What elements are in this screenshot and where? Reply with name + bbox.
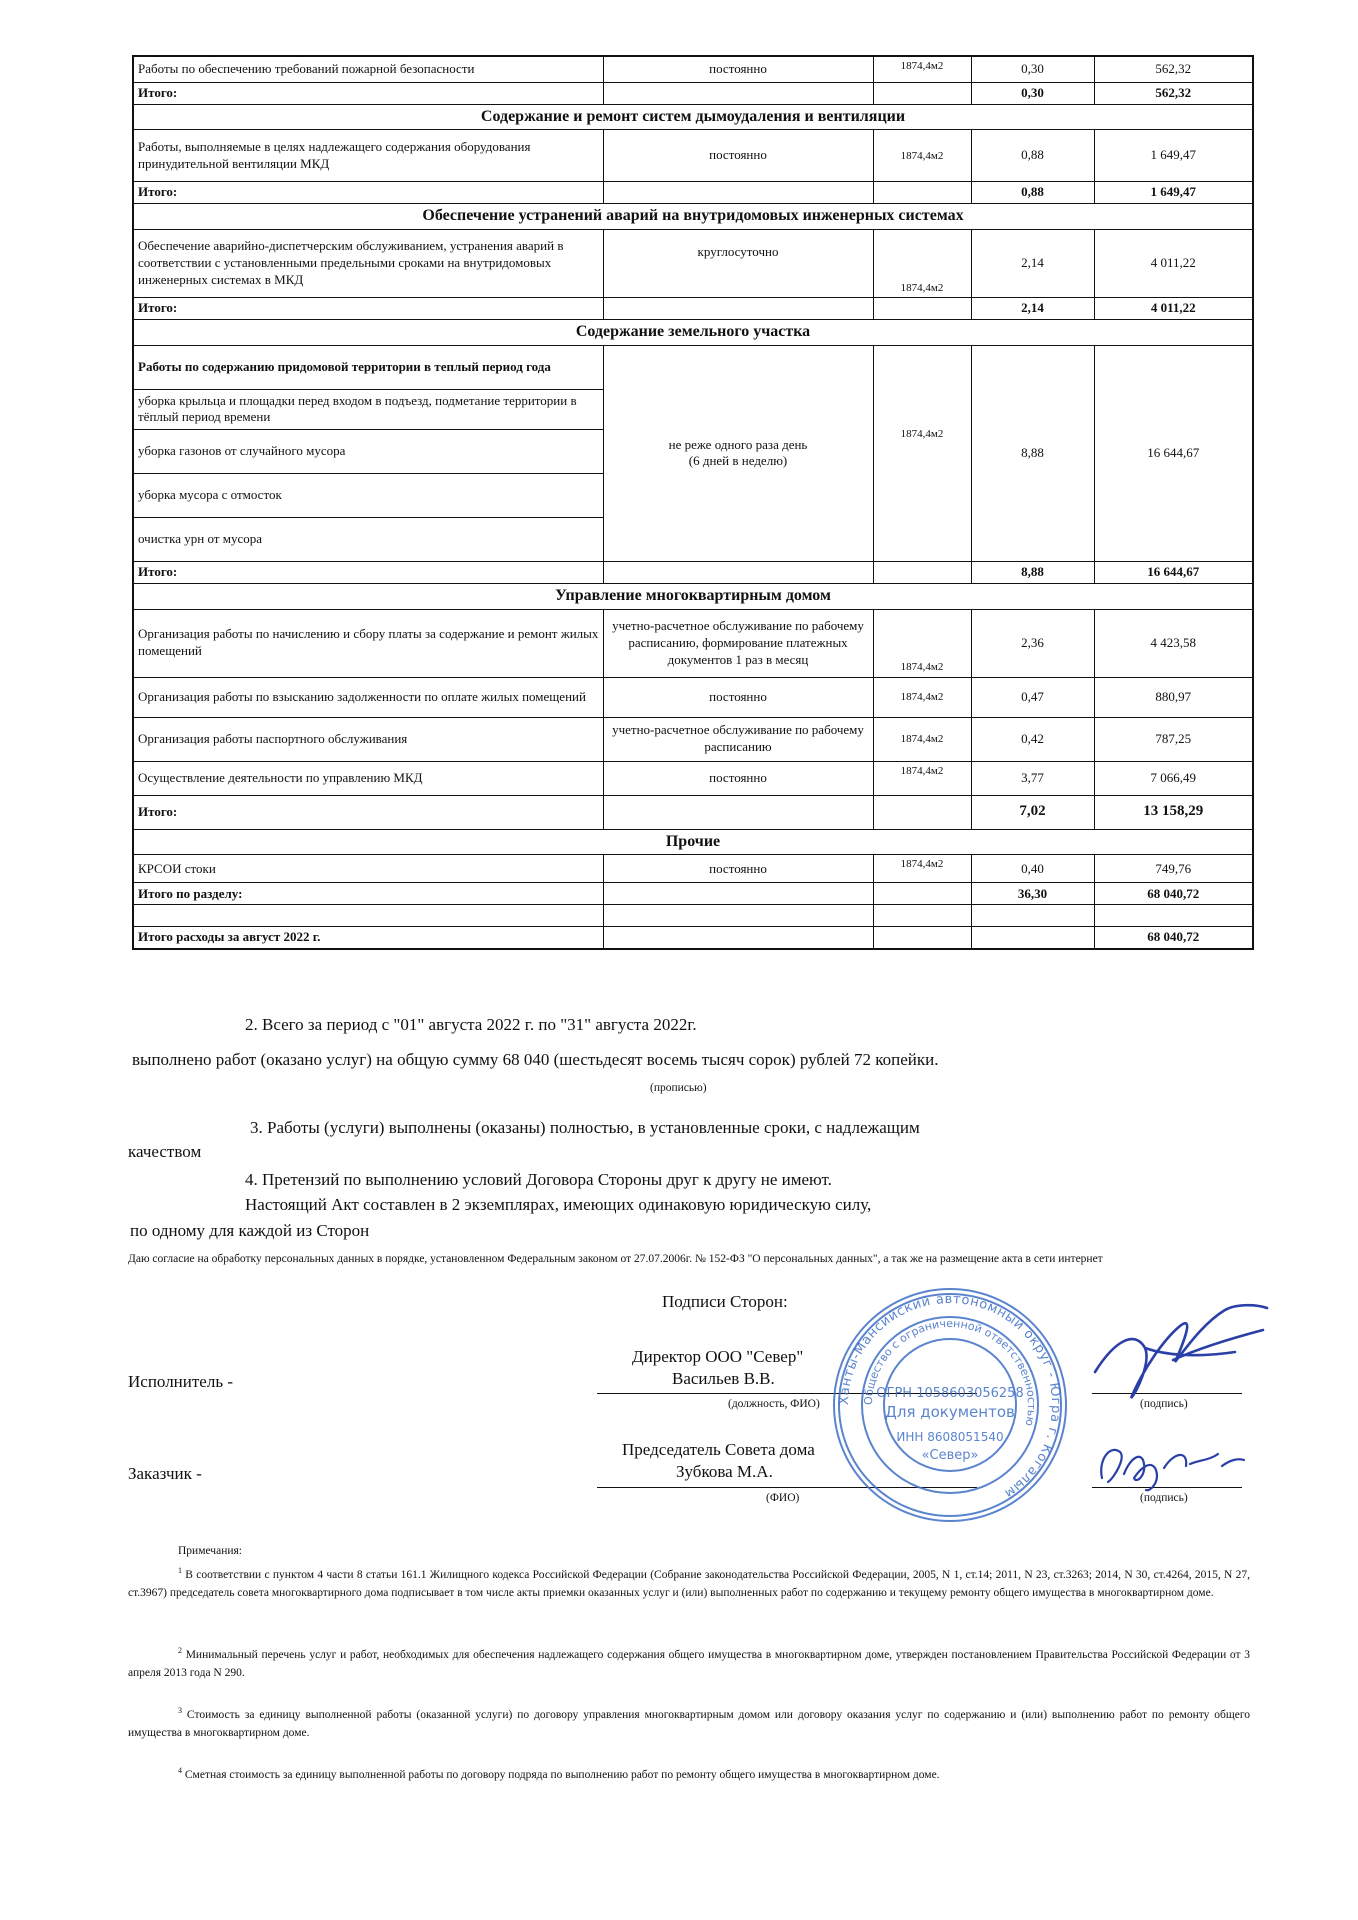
service-name: КРСОИ стоки (133, 855, 603, 883)
table-row (133, 677, 1253, 717)
rate-value: 3,77 (971, 761, 1094, 795)
section-row (133, 829, 1253, 855)
rate-value: 2,14 (971, 230, 1094, 298)
service-name: очистка урн от мусора (133, 517, 603, 561)
customer-position: Председатель Совета дома (622, 1440, 815, 1459)
sum-value: 880,97 (1094, 677, 1253, 717)
area-value: 1874,4м2 (873, 609, 971, 677)
sum-value: 4 423,58 (1094, 609, 1253, 677)
area-value: 1874,4м2 (873, 761, 971, 795)
total-label: Итого: (133, 298, 603, 320)
table-row (133, 609, 1253, 677)
service-name: Работы, выполняемые в целях надлежащего содержания оборудования принудительной вентиляции МКД (133, 130, 603, 182)
customer-sign-caption: (подпись) (1140, 1492, 1188, 1504)
rate-value: 2,36 (971, 609, 1094, 677)
stamp-center: Для документов (885, 1403, 1015, 1421)
stamp-ogrn: ОГРН 1058603056258 (876, 1386, 1024, 1401)
total-row (133, 298, 1253, 320)
section-title: Обеспечение устранений аварий на внутридомовых инженерных системах (133, 204, 1253, 230)
note-2-mark: 2 (178, 1646, 182, 1655)
total-row (133, 561, 1253, 583)
rate-value: 0,40 (971, 855, 1094, 883)
land-header: Работы по содержанию придомовой территории в теплый период года (133, 345, 603, 389)
total-rate: 36,30 (971, 883, 1094, 905)
total-row (133, 795, 1253, 829)
rate-value: 0,30 (971, 56, 1094, 82)
service-name: уборка газонов от случайного мусора (133, 429, 603, 473)
services-table (132, 55, 1254, 950)
sum-value: 787,25 (1094, 717, 1253, 761)
executor-label: Исполнитель - (128, 1372, 233, 1391)
consent-text: Даю согласие на обработку персональных данных в порядке, установленном Федеральным законом от 27.07.2006г. № 152-ФЗ "О персональных данных", а так же на размещение акта в сети интернет (128, 1253, 1103, 1265)
note-2-text: Минимальный перечень услуг и работ, необходимых для обеспечения надлежащего содержания общего имущества в многоквартирном доме, утвержден постановлением Правительства Российской Федерации от 3 апреля 2013 года N 290. (128, 1648, 1250, 1679)
total-sum: 562,32 (1094, 82, 1253, 104)
executor-sign-caption: (подпись) (1140, 1398, 1188, 1410)
paragraph-period: 2. Всего за период с "01" августа 2022 г. по "31" августа 2022г. (245, 1015, 697, 1034)
service-name: уборка крыльца и площадки перед входом в подъезд, подметание территории в тёплый период времени (133, 389, 603, 429)
service-frequency: постоянно (603, 56, 873, 82)
executor-name: Васильев В.В. (672, 1369, 775, 1388)
total-sum: 13 158,29 (1094, 795, 1253, 829)
sum-value: 16 644,67 (1094, 345, 1253, 561)
stamp-outer-text: Ханты-Мансийский автономный округ - Югра г. Когалым (836, 1291, 1064, 1502)
service-name: Организация работы по начислению и сбору платы за содержание и ремонт жилых помещений (133, 609, 603, 677)
section-row (133, 104, 1253, 130)
table-row (133, 761, 1253, 795)
rate-value: 0,88 (971, 130, 1094, 182)
total-rate: 0,30 (971, 82, 1094, 104)
total-rate: 2,14 (971, 298, 1094, 320)
table-row (133, 345, 1253, 389)
grand-total-label: Итого расходы за август 2022 г. (133, 927, 603, 949)
total-rate: 8,88 (971, 561, 1094, 583)
section-row (133, 583, 1253, 609)
sum-value: 562,32 (1094, 56, 1253, 82)
table-row (133, 56, 1253, 82)
service-frequency: постоянно (603, 761, 873, 795)
land-frequency-line2: (6 дней в неделю) (688, 453, 788, 469)
note-1-text: В соответствии с пунктом 4 части 8 статьи 161.1 Жилищного кодекса Российской Федерации (Собрание законодательства Российской Федерации, 2005, N 1, ст.14; 2011, N 23, ст.3263; 2014, N 30, ст.4264, 2015, N 27, ст.3967) председатель совета многоквартирного дома подписывает в том числе акты приемки оказанных услуг и (или) выполненных работ по содержанию и текущему ремонту общего имущества в многоквартирном доме. (128, 1568, 1250, 1599)
service-frequency: круглосуточно (603, 230, 873, 298)
area-value: 1874,4м2 (873, 717, 971, 761)
service-name: Организация работы паспортного обслуживания (133, 717, 603, 761)
customer-name: Зубкова М.А. (676, 1462, 773, 1481)
area-value: 1874,4м2 (873, 677, 971, 717)
service-name: уборка мусора с отмосток (133, 473, 603, 517)
service-name: Работы по обеспечению требований пожарной безопасности (133, 56, 603, 82)
customer-label: Заказчик - (128, 1464, 202, 1483)
table-row (133, 717, 1253, 761)
grand-total-sum: 68 040,72 (1094, 927, 1253, 949)
sum-value: 1 649,47 (1094, 130, 1253, 182)
total-sum: 4 011,22 (1094, 298, 1253, 320)
customer-caption: (ФИО) (766, 1492, 800, 1504)
spacer-row (133, 905, 1253, 927)
paragraph-5-cont: по одному для каждой из Сторон (130, 1221, 370, 1240)
stamp-inner-text: Общество с ограниченной ответственностью (861, 1316, 1039, 1428)
total-label: Итого: (133, 182, 603, 204)
rate-value: 0,47 (971, 677, 1094, 717)
table-row (133, 130, 1253, 182)
note-3 (128, 1705, 1250, 1742)
note-3-text: Стоимость за единицу выполненной работы (оказанной услуги) по договору управления многоквартирным домом или договору оказания услуг по содержанию и (или) выполнению работ по ремонту общего имущества в многоквартирном доме. (128, 1708, 1251, 1739)
section-title: Управление многоквартирным домом (133, 583, 1253, 609)
land-frequency-line1: не реже одного раза день (668, 436, 808, 452)
note-4-mark: 4 (178, 1766, 182, 1775)
section-title: Содержание и ремонт систем дымоудаления и вентиляции (133, 104, 1253, 130)
section-title: Содержание земельного участка (133, 320, 1253, 346)
note-1-mark: 1 (178, 1566, 182, 1575)
rate-value: 8,88 (971, 345, 1094, 561)
service-name: Осуществление деятельности по управлению МКД (133, 761, 603, 795)
total-sum: 1 649,47 (1094, 182, 1253, 204)
sum-value: 7 066,49 (1094, 761, 1253, 795)
executor-signature-icon (1085, 1300, 1275, 1410)
total-label: Итого: (133, 795, 603, 829)
area-value: 1874,4м2 (873, 130, 971, 182)
total-rate: 7,02 (971, 795, 1094, 829)
table-row (133, 230, 1253, 298)
note-1 (128, 1565, 1250, 1602)
propisyu-caption: (прописью) (650, 1082, 707, 1094)
total-sum: 16 644,67 (1094, 561, 1253, 583)
service-frequency: постоянно (603, 130, 873, 182)
customer-signature-icon (1090, 1430, 1250, 1500)
total-row (133, 82, 1253, 104)
notes-title: Примечания: (178, 1545, 242, 1557)
total-label: Итого: (133, 561, 603, 583)
paragraph-3-cont: качеством (128, 1142, 202, 1161)
area-value: 1874,4м2 (873, 855, 971, 883)
paragraph-4: 4. Претензий по выполнению условий Договора Стороны друг к другу не имеют. (245, 1170, 832, 1189)
section-row (133, 320, 1253, 346)
sum-value: 749,76 (1094, 855, 1253, 883)
stamp-name: «Север» (921, 1448, 979, 1463)
land-frequency (603, 345, 873, 561)
total-row (133, 883, 1253, 905)
note-3-mark: 3 (178, 1706, 182, 1715)
note-2 (128, 1645, 1250, 1682)
stamp-inn: ИНН 8608051540 (896, 1430, 1004, 1444)
sum-value: 4 011,22 (1094, 230, 1253, 298)
note-4 (128, 1765, 1250, 1785)
area-value: 1874,4м2 (873, 345, 971, 561)
service-frequency: постоянно (603, 855, 873, 883)
total-row (133, 182, 1253, 204)
service-frequency: постоянно (603, 677, 873, 717)
section-title: Прочие (133, 829, 1253, 855)
total-label: Итого: (133, 82, 603, 104)
signatures-title: Подписи Сторон: (662, 1292, 788, 1311)
total-rate: 0,88 (971, 182, 1094, 204)
executor-position: Директор ООО "Север" (632, 1347, 804, 1366)
area-value: 1874,4м2 (873, 56, 971, 82)
service-frequency: учетно-расчетное обслуживание по рабочему расписанию, формирование платежных документов 1 раз в месяц (603, 609, 873, 677)
service-frequency: учетно-расчетное обслуживание по рабочему расписанию (603, 717, 873, 761)
area-value: 1874,4м2 (873, 230, 971, 298)
section-row (133, 204, 1253, 230)
paragraph-3: 3. Работы (услуги) выполнены (оказаны) полностью, в установленные сроки, с надлежащим (250, 1118, 920, 1137)
total-label: Итого по разделу: (133, 883, 603, 905)
service-name: Организация работы по взысканию задолженности по оплате жилых помещений (133, 677, 603, 717)
table-row (133, 855, 1253, 883)
service-name: Обеспечение аварийно-диспетчерским обслуживанием, устранения аварий в соответствии с установленными предельными сроками на внутридомовых инженерных системах в МКД (133, 230, 603, 298)
total-sum: 68 040,72 (1094, 883, 1253, 905)
executor-caption: (должность, ФИО) (728, 1398, 820, 1410)
company-stamp-icon (830, 1285, 1070, 1525)
paragraph-sum: выполнено работ (оказано услуг) на общую сумму 68 040 (шестьдесят восемь тысяч сорок) рублей 72 копейки. (132, 1050, 939, 1069)
note-4-text: Сметная стоимость за единицу выполненной работы по договору подряда по выполнению работ по ремонту общего имущества в многоквартирном доме. (184, 1768, 940, 1781)
rate-value: 0,42 (971, 717, 1094, 761)
grand-total-row (133, 927, 1253, 949)
paragraph-5: Настоящий Акт составлен в 2 экземплярах, имеющих одинаковую юридическую силу, (245, 1195, 872, 1214)
